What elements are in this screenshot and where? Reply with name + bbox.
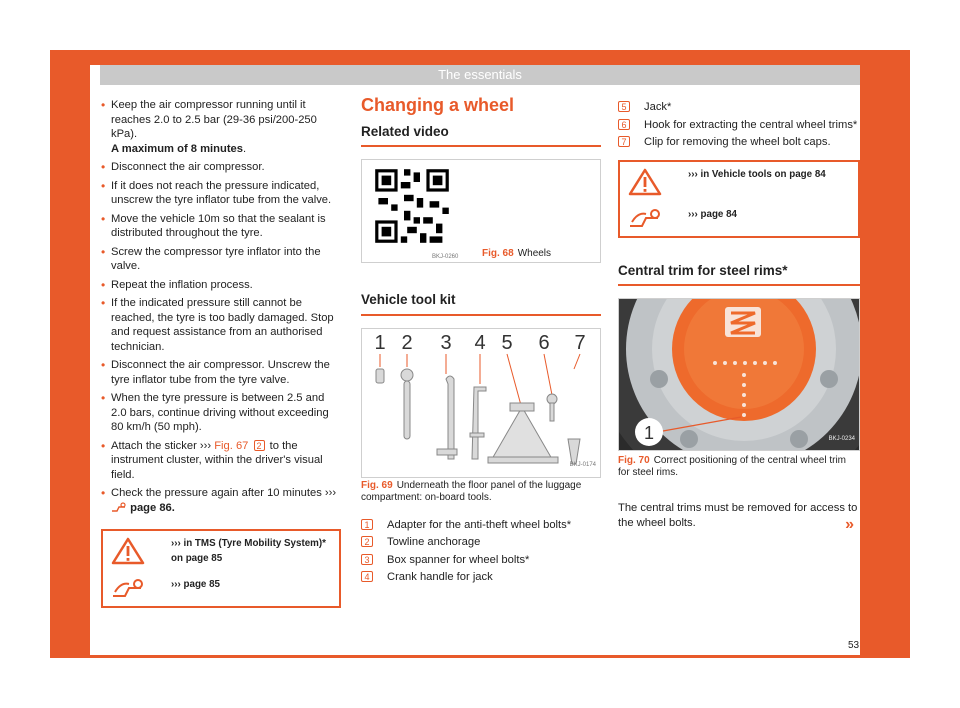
right-column	[618, 100, 860, 533]
book-icon	[111, 578, 145, 600]
bullet-item: • If it does not reach the pressure indicated, unscrew the tyre inflator tube from the valve.	[101, 178, 332, 206]
list-item: 5 Jack*	[618, 100, 860, 115]
list-item: 1 Adapter for the anti-theft wheel bolts*	[361, 518, 601, 533]
wheel-trim-illustration	[619, 299, 859, 451]
warning-link[interactable]: ››› in Vehicle tools on page 84	[688, 168, 826, 180]
qr-code-icon[interactable]	[372, 166, 452, 246]
left-column	[101, 98, 341, 608]
warning-triangle-icon	[111, 537, 145, 565]
central-trim-heading: Central trim for steel rims*	[618, 264, 860, 287]
related-video-heading: Related video	[361, 125, 601, 148]
bullet-item: • When the tyre pressure is between 2.5 and 2.0 bars, continue driving without exceeding 80 km/h (50 mph).	[101, 391, 329, 433]
tool-label: 6	[538, 331, 550, 354]
warning-link[interactable]: ››› in TMS (Tyre Mobility System)* on page 85	[171, 538, 326, 564]
tool-kit-illustration	[362, 329, 600, 479]
bullet-dot-icon: •	[101, 244, 106, 259]
bullet-item: • Check the pressure again after 10 minutes ››› page 86.	[101, 486, 337, 514]
figure-70	[618, 298, 860, 451]
bullet-item: • Attach the sticker ››› Fig. 67 2 to the instrument cluster, within the driver's visual field.	[101, 438, 323, 481]
warning-row	[628, 168, 850, 196]
list-item: 3 Box spanner for wheel bolts*	[361, 553, 601, 568]
bullet-dot-icon: •	[101, 358, 106, 372]
bullet-dot-icon: •	[101, 178, 106, 193]
list-item: 7 Clip for removing the wheel bolt caps.	[618, 135, 860, 150]
bullet-item: • Repeat the inflation process.	[101, 277, 253, 292]
page-header	[100, 65, 860, 85]
warning-row	[111, 537, 331, 566]
tools-icon	[111, 502, 127, 513]
figure-code: BKJ-0234	[828, 435, 855, 442]
list-item: 4 Crank handle for jack	[361, 570, 601, 585]
bullet-item: • If the indicated pressure still cannot be reached, the tyre is too badly damaged. Stop and request assistance from an authorised technician.	[101, 296, 334, 353]
tool-list-continued	[618, 100, 860, 150]
bullet-dot-icon: •	[101, 160, 106, 174]
tool-label: 5	[501, 331, 513, 354]
list-item: 6 Hook for extracting the central wheel trims*	[618, 118, 860, 133]
bullet-item: • Disconnect the air compressor.	[101, 160, 265, 174]
figure-code: BKJ-0260	[432, 254, 459, 260]
warning-box	[618, 160, 860, 238]
warning-triangle-icon	[628, 168, 662, 196]
page86-link[interactable]: page 86.	[130, 501, 175, 514]
figure-70-caption: Fig. 70 Correct positioning of the central wheel trim for steel rims.	[618, 455, 846, 478]
tool-label: 1	[374, 331, 386, 354]
bullet-dot-icon: •	[101, 438, 106, 453]
continued-marker: »	[845, 515, 854, 533]
section-title: Changing a wheel	[361, 95, 515, 115]
figure-68-caption: Fig. 68 Wheels	[482, 248, 552, 259]
middle-column	[361, 95, 601, 588]
bullet-dot-icon: •	[101, 486, 106, 500]
figure-69	[361, 328, 601, 478]
book-icon	[628, 208, 662, 230]
bullet-dot-icon: •	[101, 98, 106, 112]
bullet-item: • Screw the compressor tyre inflator into the valve.	[101, 244, 321, 272]
note-row	[628, 208, 850, 230]
bullet-item: • Move the vehicle 10m so that the sealant is distributed throughout the tyre.	[101, 211, 326, 239]
bullet-dot-icon: •	[101, 211, 106, 226]
header-title: The essentials	[438, 67, 522, 82]
list-item: 2 Towline anchorage	[361, 535, 601, 550]
body-text: The central trims must be removed for access to the wheel bolts. »	[618, 502, 858, 533]
bullet-dot-icon: •	[101, 391, 106, 405]
figure-code: BKJ-0174	[569, 462, 596, 468]
bullet-item: • Disconnect the air compressor. Unscrew the tyre inflator tube from the tyre valve.	[101, 358, 330, 386]
bullet-dot-icon: •	[101, 277, 106, 292]
tool-label: 3	[440, 331, 452, 354]
tool-list	[361, 518, 601, 585]
fig67-link[interactable]: Fig. 67	[214, 439, 249, 452]
figure-69-caption: Fig. 69 Underneath the floor panel of the luggage compartment: on-board tools.	[361, 479, 582, 503]
trim-label: 1	[643, 423, 655, 443]
tool-label: 4	[474, 331, 486, 354]
tool-kit-heading: Vehicle tool kit	[361, 293, 601, 316]
page-number: 53	[848, 640, 860, 651]
note-row	[111, 578, 331, 600]
figure-68	[361, 159, 601, 263]
note-link[interactable]: ››› page 84	[688, 208, 737, 220]
callout-badge: 2	[254, 440, 265, 451]
tool-label: 2	[401, 331, 413, 354]
tool-label: 7	[574, 331, 586, 354]
bullet-item: • Keep the air compressor running until it reaches 2.0 to 2.5 bar (29-36 psi/200-250 kPa). A maximum of 8 minutes.	[101, 98, 317, 155]
warning-box	[101, 529, 341, 608]
note-link[interactable]: ››› page 85	[171, 579, 220, 590]
bullet-dot-icon: •	[101, 296, 106, 310]
